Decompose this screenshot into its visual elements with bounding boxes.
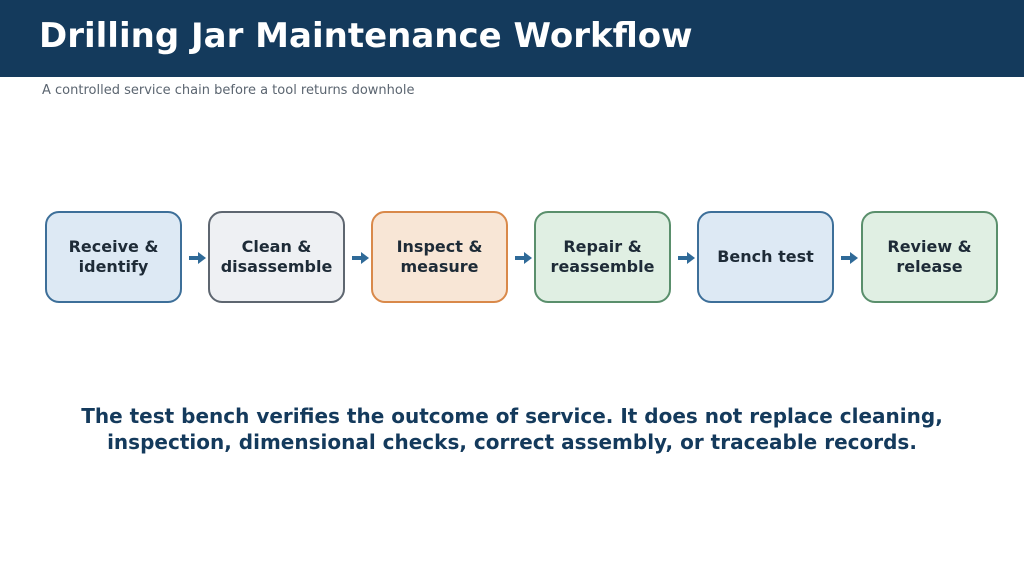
step-receive-identify (45, 211, 182, 303)
arrow-right-icon (841, 251, 859, 265)
step-clean-disassemble (208, 211, 345, 303)
arrow-right-icon (515, 251, 533, 265)
header-bar (0, 0, 1024, 77)
step-label: Receive & identify (68, 237, 159, 276)
arrow-right-icon (189, 251, 207, 265)
page-subtitle: A controlled service chain before a tool returns downhole (42, 83, 415, 98)
arrow-right-icon (352, 251, 370, 265)
step-label: Repair & reassemble (550, 237, 655, 276)
step-label: Bench test (717, 247, 814, 266)
page-title: Drilling Jar Maintenance Workflow (39, 16, 693, 56)
key-statement: The test bench verifies the outcome of service. It does not replace cleaning, inspection, dimensional checks, correct assembly, or traceable records. (81, 404, 943, 454)
step-label: Review & release (887, 237, 972, 276)
step-label: Clean & disassemble (220, 237, 333, 276)
step-repair-reassemble (534, 211, 671, 303)
arrow-right-icon (678, 251, 696, 265)
step-inspect-measure (371, 211, 508, 303)
step-bench-test (697, 211, 834, 303)
step-label: Inspect & measure (396, 237, 483, 276)
step-review-release (861, 211, 998, 303)
